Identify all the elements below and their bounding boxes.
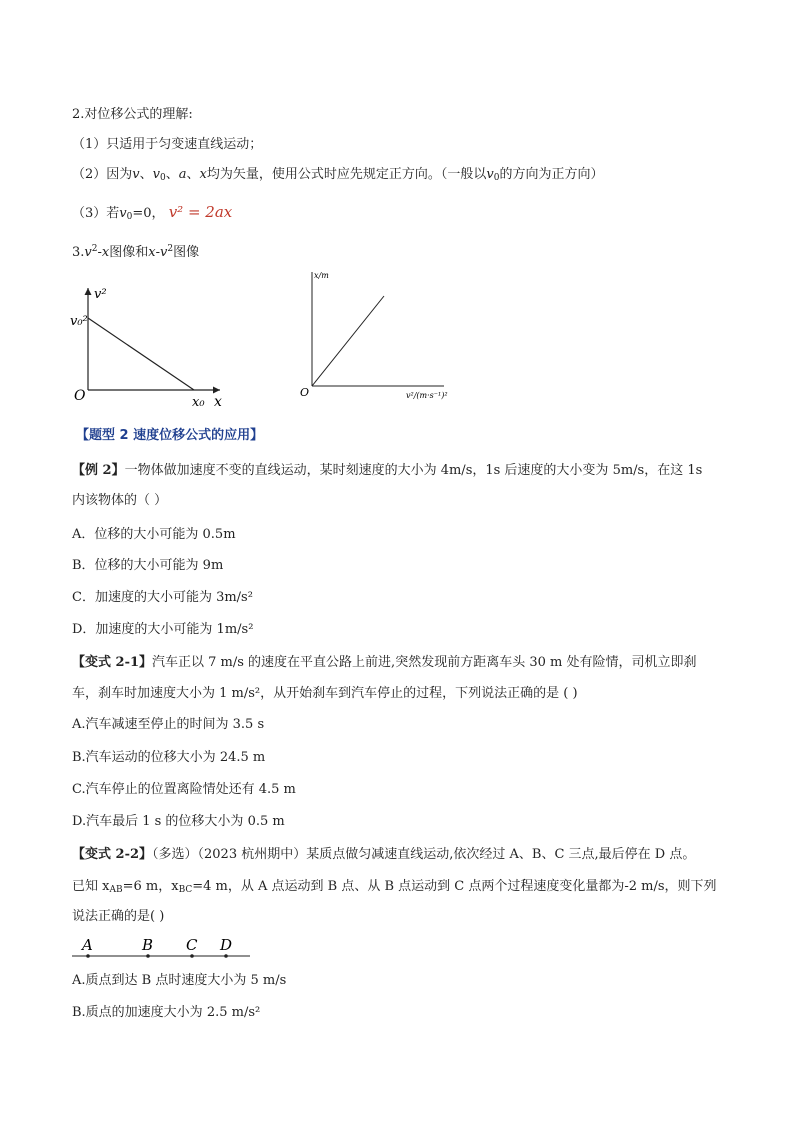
section2-title: 2.对位移公式的理解: [72, 107, 193, 122]
point-b-label: B [142, 936, 154, 954]
variant21-option-c: C.汽车停止的位置离险情处还有 4.5 m [72, 782, 296, 797]
type2-heading: 【题型 2 速度位移公式的应用】 [76, 428, 264, 443]
example2-option-b: B．位移的大小可能为 9m [72, 558, 224, 573]
section3-title: $3.v^2-x$图像和$x-v^2$图像 [72, 244, 200, 260]
example2-line2: 内该物体的（ ） [72, 493, 168, 508]
variant22-option-a: A.质点到达 B 点时速度大小为 5 m/s [72, 973, 287, 988]
point-a-dot [86, 954, 90, 958]
graph2-origin: O [300, 386, 310, 399]
graph1-ylabel: v² [94, 287, 107, 302]
point-c-label: C [186, 936, 198, 954]
variant22-option-b: B.质点的加速度大小为 2.5 m/s² [72, 1005, 261, 1020]
example2-option-c: C．加速度的大小可能为 3m/s² [72, 590, 253, 605]
points-diagram [72, 934, 262, 964]
graph-x-v2 [296, 266, 466, 406]
graph1-y0label: v₀² [70, 314, 88, 329]
variant21-option-b: B.汽车运动的位移大小为 24.5 m [72, 750, 266, 765]
variant22-line1: 【变式 2-2】（多选）（2023 杭州期中）某质点做匀减速直线运动,依次经过 A、B、C 三点,最后停在 D 点。 [72, 847, 696, 862]
point-d-label: D [220, 936, 233, 954]
formula-v2-2ax: v² = 2ax [168, 203, 233, 221]
variant21-line1: 【变式 2-1】汽车正以 7 m/s 的速度在平直公路上前进,突然发现前方距离车头 30 m 处有险情，司机立即刹 [72, 655, 697, 670]
graph2-xlabel: v²/(m·s⁻¹)² [406, 391, 448, 400]
variant21-option-a: A.汽车减速至停止的时间为 3.5 s [72, 717, 265, 732]
variant22-line2: 已知 $x_{AB}=6$ m，$x_{BC}=4$ m，从 A 点运动到 B 点、从 B 点运动到 C 点两个过程速度变化量都为-2 m/s，则下列 [72, 879, 717, 895]
section2-item3: （3）若$v_0=0$， v² = 2ax [72, 203, 233, 222]
point-a-label: A [82, 936, 93, 954]
point-c-dot [190, 954, 194, 958]
graph1-line [88, 318, 194, 390]
graph-v2-x [68, 280, 238, 410]
variant22-line3: 说法正确的是( ) [72, 909, 165, 924]
point-b-dot [146, 954, 150, 958]
graph1-xlabel: x [214, 394, 222, 410]
point-d-dot [224, 954, 228, 958]
graph1-origin: O [74, 388, 86, 404]
graph1-x0label: x₀ [192, 395, 205, 410]
example2-option-a: A．位移的大小可能为 0.5m [72, 527, 236, 542]
graph2-line [312, 296, 384, 386]
section2-item2: （2）因为v、$v_0$、a、x均为矢量，使用公式时应先规定正方向。（一般以$v_0$的方向为正方向） [72, 167, 604, 183]
graph2-ylabel: x/m [314, 271, 329, 280]
example2-option-d: D．加速度的大小可能为 1m/s² [72, 622, 254, 637]
variant21-option-d: D.汽车最后 1 s 的位移大小为 0.5 m [72, 814, 285, 829]
variant21-line2: 车，刹车时加速度大小为 1 m/s²，从开始刹车到汽车停止的过程，下列说法正确的是 ( ) [72, 686, 578, 701]
section2-item1: （1）只适用于匀变速直线运动； [72, 137, 263, 152]
example2-line1: 【例 2】一物体做加速度不变的直线运动，某时刻速度的大小为 4m/s，1s 后速度的大小变为 5m/s，在这 1s [72, 463, 703, 478]
